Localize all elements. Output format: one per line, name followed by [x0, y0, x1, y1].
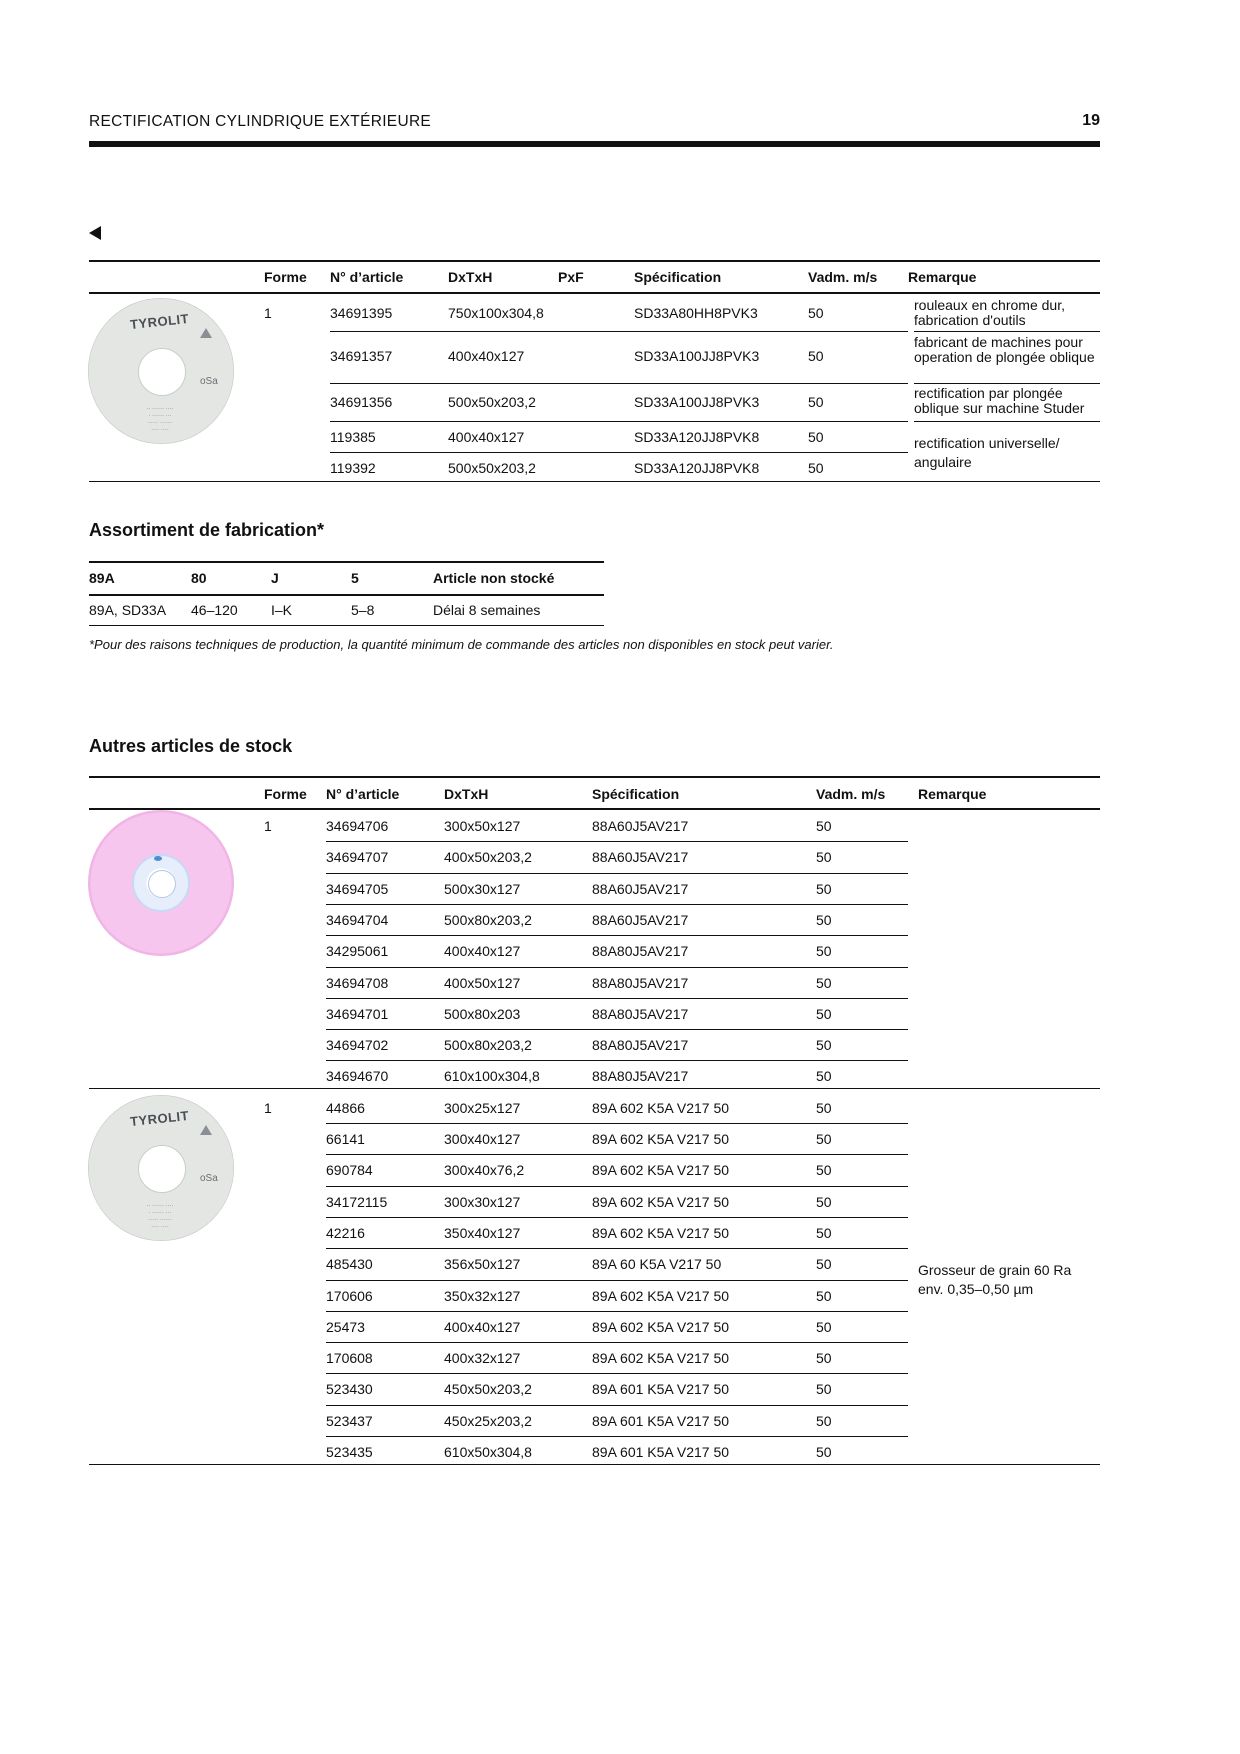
table-row: [264, 1405, 1100, 1436]
assortment-v5: Délai 8 semaines: [433, 602, 541, 618]
stock-group2-remark: Grosseur de grain 60 Ra env. 0,35–0,50 µm: [918, 1262, 1072, 1297]
cell-spec: 89A 601 K5A V217 50: [592, 1412, 730, 1429]
cell-spec: 88A80J5AV217: [592, 1068, 689, 1085]
cell-dim: 350x40x127: [444, 1224, 521, 1241]
table-row: [264, 935, 1100, 966]
assortment-mid-rule: [89, 594, 604, 596]
table-row: [264, 998, 1100, 1029]
cell-spec: 89A 602 K5A V217 50: [592, 1099, 730, 1116]
cell-spec: 89A 60 K5A V217 50: [592, 1256, 722, 1273]
cell-article: 34694707: [326, 849, 389, 866]
cell-vadm: 50: [816, 1193, 832, 1210]
cell-article: 34691357: [330, 348, 393, 364]
cell-spec: 89A 602 K5A V217 50: [592, 1162, 730, 1179]
cell-dim: 500x50x203,2: [448, 460, 536, 476]
cell-dim: 400x40x127: [444, 943, 521, 960]
cell-article: 34694701: [326, 1005, 389, 1022]
table-row: [264, 1154, 1100, 1185]
cell-forme: 1: [264, 818, 272, 834]
cell-vadm: 50: [808, 429, 824, 445]
cell-dim: 300x40x127: [444, 1131, 521, 1147]
table-row: [264, 1029, 1100, 1060]
cell-spec: 89A 602 K5A V217 50: [592, 1224, 730, 1241]
assortment-v3: I–K: [271, 602, 293, 618]
cell-vadm: 50: [816, 943, 832, 960]
page-number: 19: [1082, 112, 1100, 129]
grinding-wheel-image-2: TYROLIT oSa ·· ······ ···· · ······ ··· ····· ······ ···· ····: [88, 1095, 234, 1241]
table-row: [264, 810, 1100, 841]
cell-vadm: 50: [816, 1162, 832, 1179]
cell-spec: SD33A80HH8PVK3: [634, 305, 758, 321]
table-row: [264, 1217, 1100, 1248]
assortment-h2: 80: [191, 570, 207, 586]
cell-spec: 88A80J5AV217: [592, 1005, 689, 1022]
remark-2: fabricant de machines pour operation de plongée oblique: [914, 334, 1095, 365]
table1-bottom-rule: [89, 481, 1100, 482]
cell-dim: 400x40x127: [444, 1318, 521, 1335]
cell-spec: 89A 602 K5A V217 50: [592, 1350, 730, 1367]
stock-col-spec: Spécification: [592, 786, 680, 802]
cell-article: 34694708: [326, 974, 389, 991]
cell-article: 34691395: [330, 305, 393, 321]
cell-article: 34172115: [326, 1193, 388, 1210]
cell-dim: 300x40x76,2: [444, 1162, 525, 1179]
cell-dim: 300x30x127: [444, 1193, 521, 1210]
cell-article: 34694670: [326, 1068, 389, 1085]
table-row: [264, 873, 1100, 904]
cell-article: 42216: [326, 1224, 365, 1241]
table-row: [264, 1342, 1100, 1373]
cell-dim: 300x50x127: [444, 818, 521, 834]
stock-col-forme: Forme: [264, 786, 307, 802]
assortment-v2: 46–120: [191, 602, 238, 618]
cell-spec: 89A 602 K5A V217 50: [592, 1287, 730, 1304]
stock-bottom-rule: [89, 1464, 1100, 1465]
cell-dim: 356x50x127: [444, 1256, 521, 1273]
header-rule: [89, 141, 1100, 147]
table-row: [264, 841, 1100, 872]
cell-vadm: 50: [808, 460, 824, 476]
assortment-h5: Article non stocké: [433, 570, 555, 586]
cell-article: 66141: [326, 1131, 365, 1147]
cell-spec: 88A80J5AV217: [592, 943, 689, 960]
cell-vadm: 50: [816, 1350, 832, 1367]
cell-dim: 500x80x203: [444, 1005, 521, 1022]
cell-vadm: 50: [816, 1005, 832, 1022]
table-row: [264, 967, 1100, 998]
cell-dim: 750x100x304,8: [448, 305, 544, 321]
cell-vadm: 50: [816, 1131, 832, 1147]
cell-article: 44866: [326, 1099, 365, 1116]
assortment-v1: 89A, SD33A: [89, 602, 167, 618]
cell-spec: 88A60J5AV217: [592, 880, 689, 897]
cell-vadm: 50: [816, 974, 832, 991]
cell-vadm: 50: [816, 1412, 832, 1429]
cell-dim: 500x30x127: [444, 880, 521, 897]
col-pxf: PxF: [558, 269, 584, 285]
stock-col-remarque: Remarque: [918, 786, 987, 802]
cell-vadm: 50: [816, 849, 832, 866]
cell-dim: 400x40x127: [448, 348, 525, 364]
cell-article: 690784: [326, 1162, 373, 1179]
stock-group-divider: [89, 1088, 1100, 1089]
cell-spec: 89A 602 K5A V217 50: [592, 1193, 730, 1210]
col-spec: Spécification: [634, 269, 722, 285]
cell-dim: 500x80x203,2: [444, 1037, 532, 1054]
cell-dim: 450x50x203,2: [444, 1381, 532, 1398]
cell-article: 25473: [326, 1318, 365, 1335]
cell-spec: SD33A120JJ8PVK8: [634, 429, 760, 445]
assortment-h4: 5: [351, 570, 359, 586]
table-row: [264, 904, 1100, 935]
cell-spec: 88A60J5AV217: [592, 818, 689, 834]
cell-article: 523437: [326, 1412, 373, 1429]
footnote: *Pour des raisons techniques de production, la quantité minimum de commande des articles non disponibles en stock peut varier.: [89, 637, 834, 652]
cell-vadm: 50: [808, 305, 824, 321]
cell-spec: 89A 601 K5A V217 50: [592, 1381, 730, 1398]
assortment-h1: 89A: [89, 570, 115, 586]
cell-spec: 89A 602 K5A V217 50: [592, 1131, 730, 1147]
cell-article: 34694702: [326, 1037, 389, 1054]
cell-forme: 1: [264, 1099, 272, 1116]
cell-article: 523435: [326, 1444, 373, 1460]
table-row: [264, 1373, 1100, 1404]
table1-header-rule: [89, 292, 1100, 294]
col-forme: Forme: [264, 269, 307, 285]
cell-article: 119385: [330, 429, 376, 445]
cell-dim: 400x50x203,2: [444, 849, 532, 866]
cell-forme: 1: [264, 305, 272, 321]
cell-dim: 400x32x127: [444, 1350, 521, 1367]
cell-vadm: 50: [808, 348, 824, 364]
cell-dim: 610x50x304,8: [444, 1444, 532, 1460]
running-header-title: RECTIFICATION CYLINDRIQUE EXTÉRIEURE: [89, 113, 432, 130]
pink-grinding-wheel-image: [88, 810, 234, 956]
remark-1: rouleaux en chrome dur, fabrication d'outils: [914, 297, 1065, 328]
stock-col-vadm: Vadm. m/s: [816, 786, 886, 802]
assortment-title: Assortiment de fabrication*: [89, 520, 325, 540]
stock-top-rule: [89, 776, 1100, 778]
cell-spec: 88A80J5AV217: [592, 974, 689, 991]
cell-article: 34694704: [326, 911, 389, 928]
cell-dim: 610x100x304,8: [444, 1068, 540, 1085]
table-row: [264, 1311, 1100, 1342]
remark-3: rectification par plongée oblique sur machine Studer: [914, 385, 1085, 416]
stock-title: Autres articles de stock: [89, 736, 293, 756]
cell-dim: 300x25x127: [444, 1099, 521, 1116]
cell-article: 119392: [330, 460, 376, 476]
cell-spec: 88A60J5AV217: [592, 911, 689, 928]
cell-article: 485430: [326, 1256, 373, 1273]
table-row: [264, 1436, 1100, 1467]
cell-article: 34694705: [326, 880, 389, 897]
cell-vadm: 50: [816, 880, 832, 897]
cell-spec: 89A 602 K5A V217 50: [592, 1318, 730, 1335]
cell-vadm: 50: [816, 1318, 832, 1335]
remark-4: rectification universelle/ angulaire: [914, 435, 1060, 470]
assortment-top-rule: [89, 561, 604, 563]
cell-article: 523430: [326, 1381, 373, 1398]
col-article: N° d’article: [330, 269, 404, 285]
cell-spec: 88A60J5AV217: [592, 849, 689, 866]
cell-vadm: 50: [816, 818, 832, 834]
cell-spec: 88A80J5AV217: [592, 1037, 689, 1054]
stock-col-dim: DxTxH: [444, 786, 489, 802]
back-arrow-icon[interactable]: [89, 226, 101, 240]
cell-spec: SD33A100JJ8PVK3: [634, 394, 760, 410]
table-row: [264, 1123, 1100, 1154]
cell-dim: 350x32x127: [444, 1287, 521, 1304]
cell-article: 34691356: [330, 394, 393, 410]
cell-vadm: 50: [816, 1381, 832, 1398]
cell-spec: 89A 601 K5A V217 50: [592, 1444, 730, 1460]
cell-article: 34694706: [326, 818, 389, 834]
cell-vadm: 50: [816, 1099, 832, 1116]
table-row: [264, 1060, 1100, 1091]
cell-dim: 450x25x203,2: [444, 1412, 532, 1429]
cell-vadm: 50: [808, 394, 824, 410]
col-remarque: Remarque: [908, 269, 977, 285]
grinding-wheel-image: TYROLIT oSa ·· ······ ···· · ······ ··· ····· ······ ···· ····: [88, 298, 234, 444]
table1-header-row: [264, 262, 1100, 292]
cell-vadm: 50: [816, 911, 832, 928]
cell-vadm: 50: [816, 1256, 832, 1273]
cell-article: 170606: [326, 1287, 373, 1304]
cell-dim: 500x80x203,2: [444, 911, 532, 928]
col-vadm: Vadm. m/s: [808, 269, 878, 285]
cell-spec: SD33A100JJ8PVK3: [634, 348, 760, 364]
assortment-h3: J: [271, 570, 279, 586]
cell-vadm: 50: [816, 1444, 832, 1460]
cell-dim: 500x50x203,2: [448, 394, 536, 410]
cell-vadm: 50: [816, 1287, 832, 1304]
cell-dim: 400x40x127: [448, 429, 525, 445]
table-row: [264, 1092, 1100, 1123]
col-dim: DxTxH: [448, 269, 493, 285]
cell-dim: 400x50x127: [444, 974, 521, 991]
cell-article: 34295061: [326, 943, 389, 960]
cell-spec: SD33A120JJ8PVK8: [634, 460, 760, 476]
cell-article: 170608: [326, 1350, 373, 1367]
table1: [264, 262, 1100, 292]
assortment-v4: 5–8: [351, 602, 375, 618]
assortment-bottom-rule: [89, 625, 604, 626]
table-row: [264, 1186, 1100, 1217]
cell-vadm: 50: [816, 1224, 832, 1241]
cell-vadm: 50: [816, 1037, 832, 1054]
stock-col-article: N° d’article: [326, 786, 400, 802]
cell-vadm: 50: [816, 1068, 832, 1085]
